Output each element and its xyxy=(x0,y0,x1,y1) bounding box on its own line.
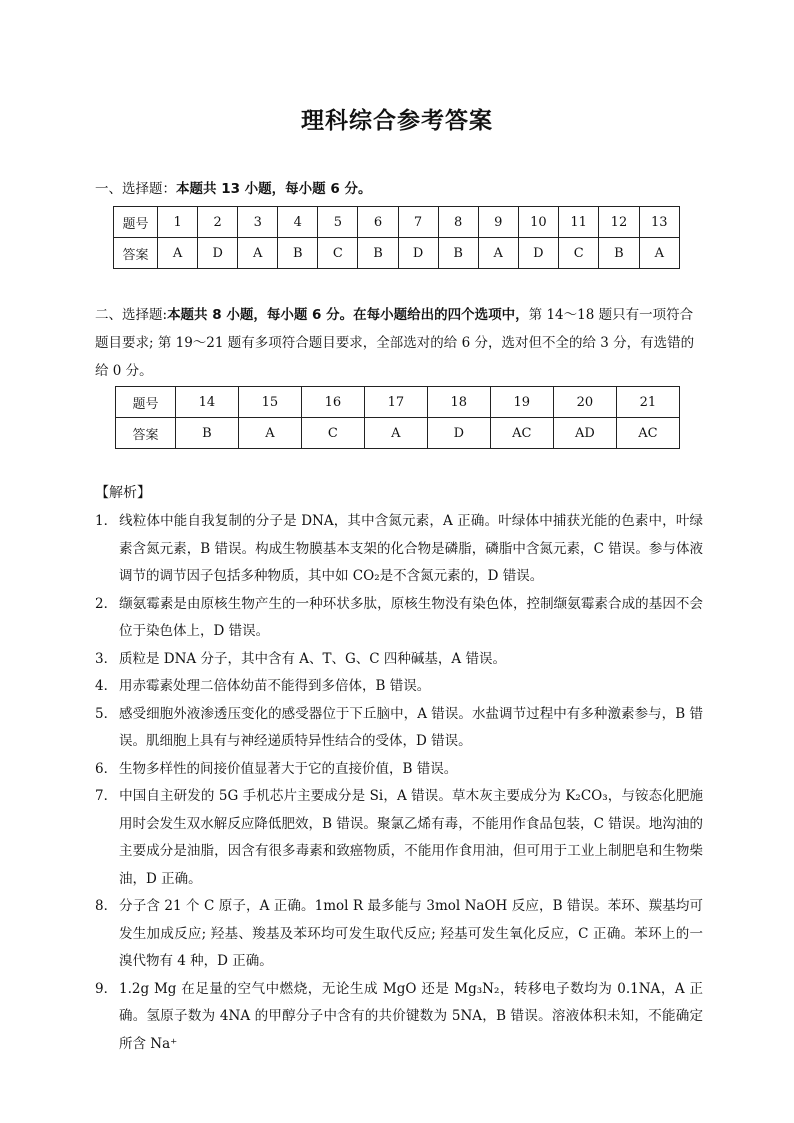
item-text: 线粒体中能自我复制的分子是 DNA，其中含氮元素，A 正确。叶绿体中捕获光能的色素中，叶绿素含氮元素，B 错误。构成生物膜基本支架的化合物是磷脂，磷脂中含氮元素，C 错误。参与体液调节的调节因子包括多种物质，其中如 CO₂是不含氮元素的，D 错误。 xyxy=(119,513,703,584)
number-cell: 17 xyxy=(364,387,427,418)
analysis-item xyxy=(95,508,703,591)
analysis-item xyxy=(95,673,703,701)
answer-cell: B xyxy=(438,238,478,269)
section-1-bold: 本题共 13 小题，每小题 6 分。 xyxy=(176,181,372,197)
header-cell: 题号 xyxy=(114,207,158,238)
table-row-numbers xyxy=(114,207,680,238)
item-number: 6． xyxy=(95,760,118,777)
number-cell: 1 xyxy=(158,207,198,238)
section-2-rest: 第 14～18 题只有一项符合题目要求; 第 19～21 题有多项符合题目要求，全部选对的给 6 分，选对但不全的给 3 分，有选错的给 0 分。 xyxy=(95,307,695,379)
table-row-answers xyxy=(114,238,680,269)
number-cell: 20 xyxy=(553,387,616,418)
number-cell: 21 xyxy=(616,387,679,418)
answer-cell: AD xyxy=(553,418,616,449)
answer-cell: AC xyxy=(616,418,679,449)
section-2-heading xyxy=(95,301,705,385)
number-cell: 2 xyxy=(198,207,238,238)
answer-cell: A xyxy=(158,238,198,269)
number-cell: 14 xyxy=(175,387,238,418)
section-1-prefix: 一、选择题： xyxy=(95,181,176,197)
section-1-heading xyxy=(95,175,705,203)
analysis-item xyxy=(95,591,703,646)
item-number: 1． xyxy=(95,513,118,529)
number-cell: 13 xyxy=(639,207,679,238)
analysis-item xyxy=(95,783,703,893)
table-row-answers xyxy=(116,418,680,449)
item-text: 分子含 21 个 C 原子，A 正确。1mol R 最多能与 3mol NaOH 反应，B 错误。苯环、羰基均可发生加成反应; 羟基、羧基及苯环均可发生取代反应; 羟基可发生氧化反应，C 正确。苯环上的一溴代物有 4 种，D 正确。 xyxy=(119,898,703,969)
item-text: 中国自主研发的 5G 手机芯片主要成分是 Si，A 错误。草木灰主要成分为 K₂CO₃，与铵态化肥施用时会发生双水解反应降低肥效，B 错误。聚氯乙烯有毒，不能用作食品包装，C 错误。地沟油的主要成分是油脂，因含有很多毒素和致癌物质，不能用作食用油，但可用于工业上制肥皂和生物柴油，D 正确。 xyxy=(119,788,703,887)
item-text: 1.2g Mg 在足量的空气中燃烧，无论生成 MgO 还是 Mg₃N₂，转移电子数均为 0.1NA，A 正确。氢原子数为 4NA 的甲醇分子中含有的共价键数为 5NA，B 错误。溶液体积未知，不能确定所含 Na⁺ xyxy=(119,980,703,1052)
number-cell: 6 xyxy=(358,207,398,238)
item-number: 7． xyxy=(95,788,118,804)
section-2-prefix: 二、选择题: xyxy=(95,307,168,323)
analysis-list xyxy=(95,508,703,1058)
answer-table-2 xyxy=(115,386,680,449)
number-cell: 4 xyxy=(278,207,318,238)
answer-cell: B xyxy=(175,418,238,449)
header-cell: 题号 xyxy=(116,387,176,418)
number-cell: 8 xyxy=(438,207,478,238)
item-text: 缬氨霉素是由原核生物产生的一种环状多肽，原核生物没有染色体，控制缬氨霉素合成的基因不会位于染色体上，D 错误。 xyxy=(119,595,703,639)
answer-cell: B xyxy=(358,238,398,269)
item-number: 2． xyxy=(95,595,118,612)
analysis-item xyxy=(95,976,703,1059)
answer-cell: B xyxy=(278,238,318,269)
number-cell: 10 xyxy=(518,207,558,238)
header-cell: 答案 xyxy=(114,238,158,269)
item-text: 感受细胞外液渗透压变化的感受器位于下丘脑中，A 错误。水盐调节过程中有多种激素参与，B 错误。肌细胞上具有与神经递质特异性结合的受体，D 错误。 xyxy=(119,705,703,749)
number-cell: 15 xyxy=(238,387,301,418)
answer-cell: A xyxy=(238,238,278,269)
answer-cell: B xyxy=(599,238,639,269)
answer-cell: A xyxy=(238,418,301,449)
analysis-item xyxy=(95,893,703,976)
number-cell: 12 xyxy=(599,207,639,238)
number-cell: 11 xyxy=(559,207,599,238)
answer-cell: D xyxy=(427,418,490,449)
number-cell: 5 xyxy=(318,207,358,238)
answer-cell: C xyxy=(318,238,358,269)
number-cell: 3 xyxy=(238,207,278,238)
number-cell: 7 xyxy=(398,207,438,238)
item-text: 质粒是 DNA 分子，其中含有 A、T、G、C 四种碱基，A 错误。 xyxy=(119,650,506,667)
answer-cell: AC xyxy=(490,418,553,449)
answer-cell: A xyxy=(364,418,427,449)
answer-cell: A xyxy=(639,238,679,269)
item-number: 8． xyxy=(95,898,118,914)
number-cell: 9 xyxy=(478,207,518,238)
answer-table-1 xyxy=(113,206,680,269)
answer-cell: D xyxy=(518,238,558,269)
page-title: 理科综合参考答案 xyxy=(301,108,493,134)
analysis-item xyxy=(95,646,703,674)
answer-cell: C xyxy=(301,418,364,449)
answer-cell: A xyxy=(478,238,518,269)
table-row-numbers xyxy=(116,387,680,418)
item-number: 9． xyxy=(95,980,118,997)
item-text: 生物多样性的间接价值显著大于它的直接价值，B 错误。 xyxy=(119,760,458,777)
item-number: 4． xyxy=(95,678,118,694)
analysis-item xyxy=(95,756,703,784)
number-cell: 19 xyxy=(490,387,553,418)
item-number: 3． xyxy=(95,650,118,667)
item-text: 用赤霉素处理二倍体幼苗不能得到多倍体，B 错误。 xyxy=(119,678,431,694)
answer-cell: D xyxy=(398,238,438,269)
header-cell: 答案 xyxy=(116,418,176,449)
section-2-bold: 本题共 8 小题，每小题 6 分。在每小题给出的四个选项中， xyxy=(167,307,529,323)
item-number: 5． xyxy=(95,705,118,722)
analysis-heading: 【解析】 xyxy=(95,485,151,501)
answer-cell: D xyxy=(198,238,238,269)
answer-cell: C xyxy=(559,238,599,269)
number-cell: 16 xyxy=(301,387,364,418)
analysis-item xyxy=(95,701,703,756)
number-cell: 18 xyxy=(427,387,490,418)
